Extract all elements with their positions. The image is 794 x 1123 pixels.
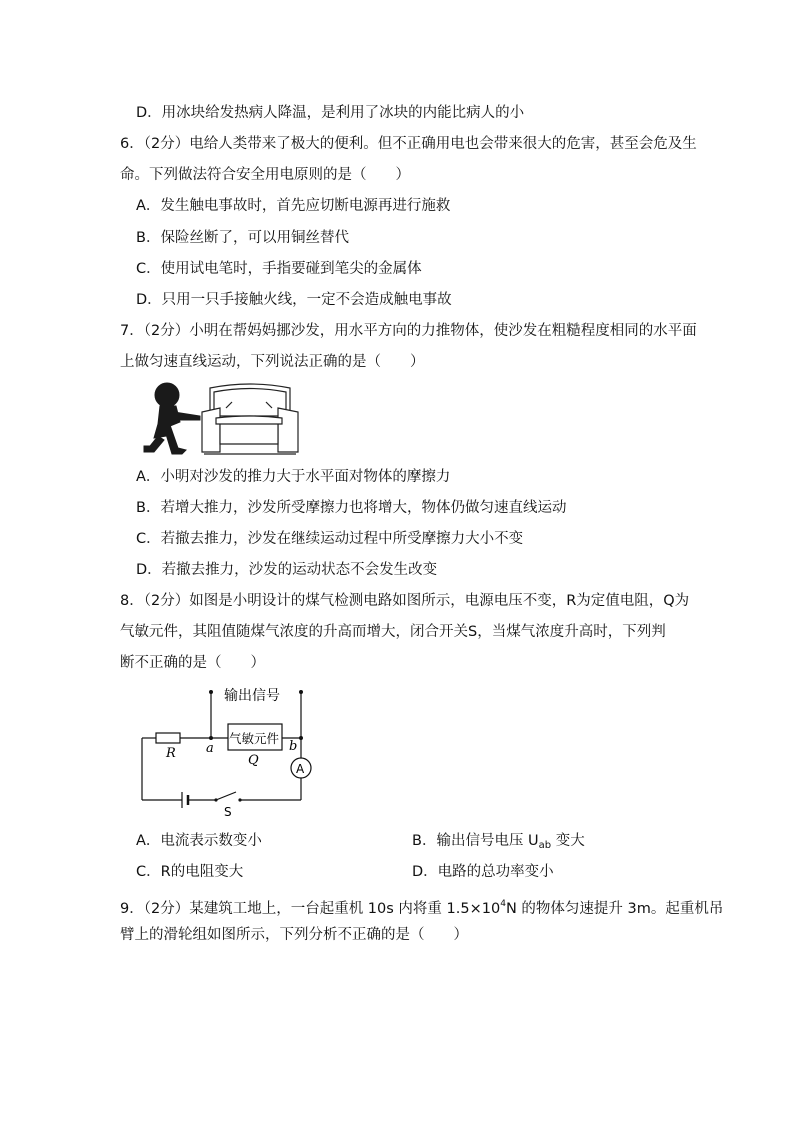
node-b-label: b: [289, 739, 298, 754]
q7-option-c: C．若撤去推力，沙发在继续运动过程中所受摩擦力大小不变: [136, 531, 524, 547]
person-pushing-icon: [144, 383, 200, 454]
q8-option-d: D．电路的总功率变小: [412, 864, 554, 880]
q6-option-a: A．发生触电事故时，首先应切断电源再进行施救: [136, 198, 451, 214]
q9-stem-line1: 9．（2分）某建筑工地上，一台起重机 10s 内将重 $1.5\times 10^4N$ 的物体匀速提升 3m。起重机吊: [120, 899, 724, 917]
q6-stem-line1: 6．（2分）电给人类带来了极大的便利。但不正确用电也会带来很大的危害，甚至会危及生: [120, 136, 697, 152]
gas-sensor-label: 气敏元件: [229, 731, 280, 746]
q8-option-a: A．电流表示数变小: [136, 833, 262, 849]
q6-stem-line2: 命。下列做法符合安全用电原则的是（ ）: [120, 167, 410, 183]
sensor-q-label: Q: [248, 753, 259, 768]
node-a-label: a: [206, 741, 214, 756]
q9-stem-line2: 臂上的滑轮组如图所示，下列分析不正确的是（ ）: [120, 927, 468, 943]
q5-option-d: D．用冰块给发热病人降温，是利用了冰块的内能比病人的小: [136, 105, 525, 121]
resistor-r-label: R: [166, 746, 176, 761]
q8-option-b: B．输出信号电压 $U_{ab}$ 变大: [412, 833, 585, 851]
q6-option-b: B．保险丝断了，可以用铜丝替代: [136, 230, 349, 246]
q7-stem-line1: 7．（2分）小明在帮妈妈挪沙发，用水平方向的力推物体，使沙发在粗糙程度相同的水平面: [120, 323, 697, 339]
q6-option-d: D．只用一只手接触火线，一定不会造成触电事故: [136, 292, 452, 308]
q8-stem-line2: 气敏元件，其阻值随煤气浓度的升高而增大，闭合开关S，当煤气浓度升高时，下列判: [120, 624, 666, 640]
gas-detection-circuit-diagram: [136, 682, 316, 822]
q7-option-b: B．若增大推力，沙发所受摩擦力也将增大，物体仍做匀速直线运动: [136, 500, 567, 516]
q8-stem-line1: 8．（2分）如图是小明设计的煤气检测电路如图所示，电源电压不变，R为定值电阻，Q为: [120, 593, 690, 609]
q8-option-c: C．R的电阻变大: [136, 864, 244, 880]
switch-s-label: S: [224, 805, 232, 819]
sofa-icon: [202, 384, 298, 454]
person-pushing-sofa-figure: [140, 378, 300, 458]
output-signal-label: 输出信号: [224, 688, 280, 704]
q6-option-c: C．使用试电笔时，手指要碰到笔尖的金属体: [136, 261, 422, 277]
q7-stem-line2: 上做匀速直线运动，下列说法正确的是（ ）: [120, 354, 425, 370]
q7-option-a: A．小明对沙发的推力大于水平面对物体的摩擦力: [136, 469, 451, 485]
q8-stem-line3: 断不正确的是（ ）: [120, 655, 265, 671]
q7-option-d: D．若撤去推力，沙发的运动状态不会发生改变: [136, 562, 438, 578]
ammeter-label: A: [296, 762, 305, 776]
